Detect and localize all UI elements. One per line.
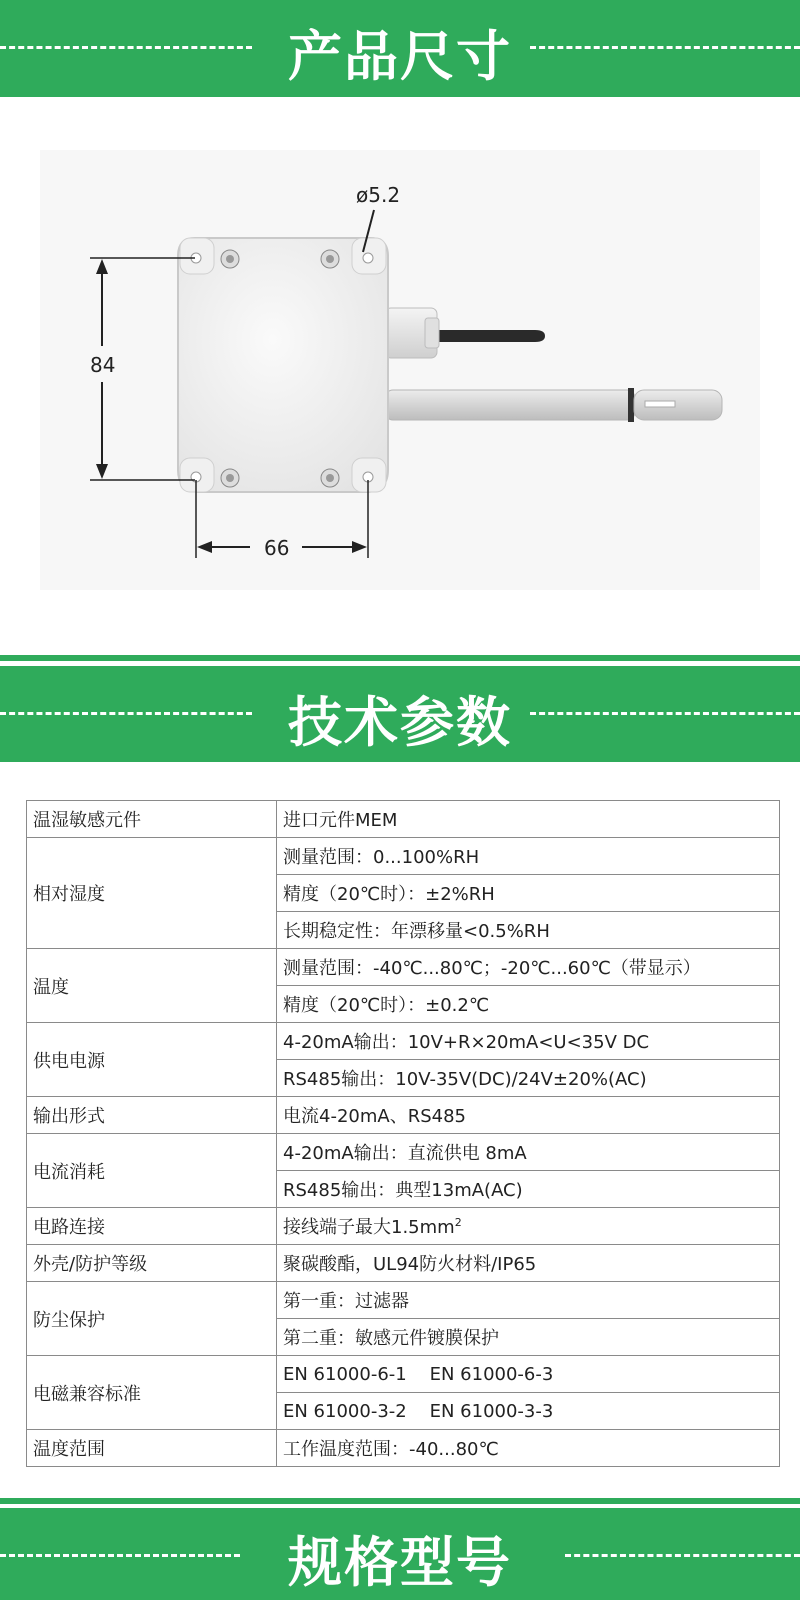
spec-category: 温度 [27,949,277,1023]
spec-value: 4-20mA输出：10V+R×20mA<U<35V DC [277,1023,780,1060]
table-row [27,1134,780,1171]
sensor-probe [385,390,635,420]
table-row [27,1245,780,1282]
table-row [27,1097,780,1134]
spec-category: 外壳/防护等级 [27,1245,277,1282]
spec-value: 进口元件MEM [277,801,780,838]
table-row [27,801,780,838]
table-row [27,949,780,986]
spec-category: 温度范围 [27,1430,277,1467]
spec-value: EN 61000-6-1 EN 61000-6-3 [277,1356,780,1393]
section-title-dimensions: 产品尺寸 [288,25,512,88]
spec-category: 供电电源 [27,1023,277,1097]
spec-category: 相对湿度 [27,838,277,949]
banner-top-line [0,655,800,661]
banner-top-line [0,1498,800,1504]
spec-value: 工作温度范围：-40...80℃ [277,1430,780,1467]
table-row [27,1208,780,1245]
section-banner-model [0,1508,800,1600]
screw [221,250,239,268]
product-dimension-drawing [40,150,760,590]
specs-table [26,800,780,1467]
spec-value: RS485输出：10V-35V(DC)/24V±20%(AC) [277,1060,780,1097]
spec-value: 4-20mA输出：直流供电 8mA [277,1134,780,1171]
section-banner-dimensions [0,0,800,97]
spec-value: RS485输出：典型13mA(AC) [277,1171,780,1208]
spec-value: 测量范围：0...100%RH [277,838,780,875]
spec-value: 接线端子最大1.5mm [283,1217,455,1238]
spec-value: 电流4-20mA、RS485 [277,1097,780,1134]
spec-category: 电磁兼容标准 [27,1356,277,1430]
section-title-model: 规格型号 [288,1531,512,1594]
section-banner-specs [0,666,800,762]
drawing-background [40,150,760,590]
spec-category: 电路连接 [27,1208,277,1245]
width-label: 66 [264,536,290,560]
cable [430,330,545,342]
enclosure-housing [178,238,388,492]
spec-value: 第二重：敏感元件镀膜保护 [277,1319,780,1356]
spec-value: 聚碳酸酯，UL94防火材料/IP65 [277,1245,780,1282]
spec-category: 电流消耗 [27,1134,277,1208]
spec-value: 精度（20℃时）：±2%RH [277,875,780,912]
banner-dash-right [530,712,800,715]
banner-dash-right [565,1554,800,1557]
spec-value-cell [277,1208,780,1245]
banner-dash-right [530,46,800,49]
section-title-specs: 技术参数 [288,691,512,754]
hole-diameter-label: ø5.2 [356,183,401,207]
spec-value: 长期稳定性：年漂移量<0.5%RH [277,912,780,949]
spec-category: 温湿敏感元件 [27,801,277,838]
spec-value: 精度（20℃时）：±0.2℃ [277,986,780,1023]
spec-value: 测量范围：-40℃...80℃；-20℃...60℃（带显示） [277,949,780,986]
screw [221,469,239,487]
screw [321,250,339,268]
spec-value: 第一重：过滤器 [277,1282,780,1319]
mounting-hole [363,253,373,263]
height-label: 84 [90,353,116,377]
table-row [27,838,780,875]
spec-value: EN 61000-3-2 EN 61000-3-3 [277,1393,780,1430]
spec-category: 防尘保护 [27,1282,277,1356]
table-row [27,1356,780,1393]
superscript: 2 [454,1216,462,1229]
table-row [27,1282,780,1319]
spec-category: 输出形式 [27,1097,277,1134]
table-row [27,1023,780,1060]
screw [321,469,339,487]
table-row [27,1430,780,1467]
